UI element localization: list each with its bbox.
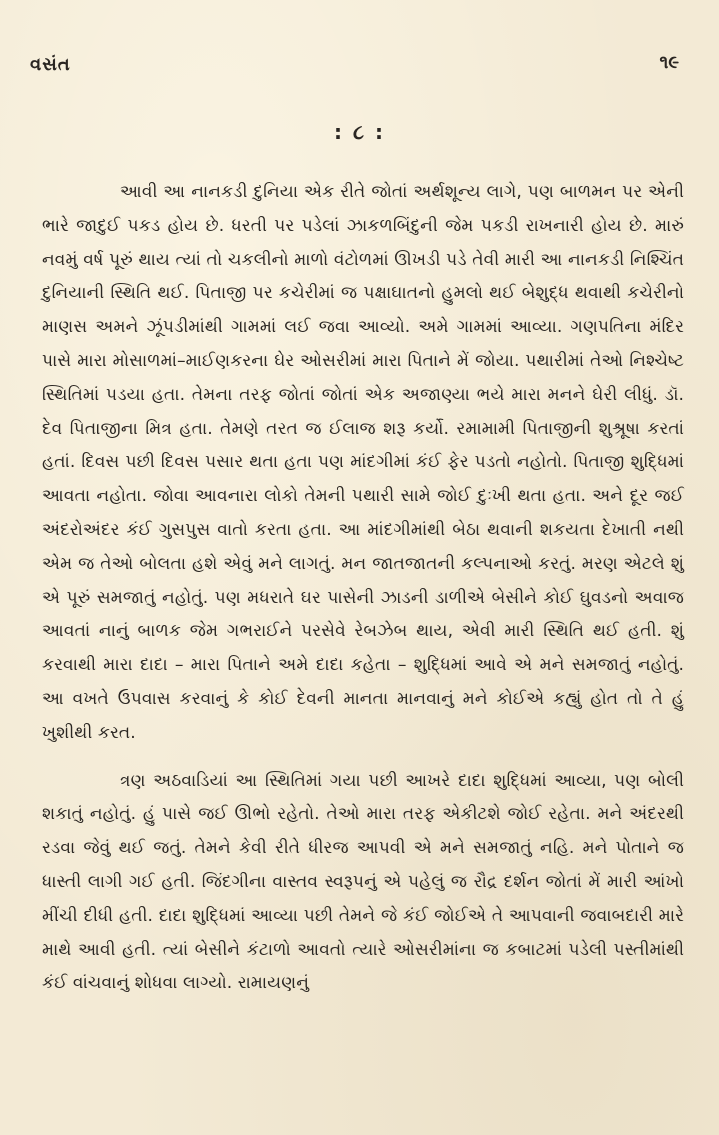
chapter-number: : ૮ : <box>334 120 385 144</box>
body-text <box>42 176 684 1001</box>
paragraph-1: આવી આ નાનકડી દુનિયા એક રીતે જોતાં અર્થશૂન્ય લાગે, પણ બાળમન પર એની ભારે જાદુઈ પકડ હોય છે. ધરતી પર પડેલાં ઝાકળબિંદુની જેમ પકડી રાખનારી હોય છે. મારું નવમું વર્ષ પૂરું થાય ત્યાં તો ચકલીનો માળો વંટોળમાં ઊખડી પડે તેવી મારી આ નાનકડી નિશ્ચિંત દુનિયાની સ્થિતિ થઈ. પિતાજી પર કચેરીમાં જ પક્ષાઘાતનો હુમલો થઈ બેશુદ્ધ થવાથી કચેરીનો માણસ અમને ઝૂંપડીમાંથી ગામમાં લઈ જવા આવ્યો. અમે ગામમાં આવ્યા. ગણપતિના મંદિર પાસે મારા મોસાળમાં–માઈણકરના ઘેર ઓસરીમાં મારા પિતાને મેં જોયા. પથારીમાં તેઓ નિશ્ચેષ્ટ સ્થિતિમાં પડયા હતા. તેમના તરફ જોતાં જોતાં એક અજાણ્યા ભયે મારા મનને ઘેરી લીધું. ડૉ. દેવ પિતાજીના મિત્ર હતા. તેમણે તરત જ ઈલાજ શરૂ કર્યો. રમામામી પિતાજીની શુશ્રૂષા કરતાં હતાં. દિવસ પછી દિવસ પસાર થતા હતા પણ માંદગીમાં કંઈ ફેર પડતો નહોતો. પિતાજી શુદ્ધિમાં આવતા નહોતા. જોવા આવનારા લોકો તેમની પથારી સામે જોઈ દુઃખી થતા હતા. અને દૂર જઈ અંદરોઅંદર કંઈ ગુસપુસ વાતો કરતા હતા. આ માંદગીમાંથી બેઠા થવાની શકયતા દેખાતી નથી એમ જ તેઓ બોલતા હશે એવું મને લાગતું. મન જાતજાતની કલ્પનાઓ કરતું. મરણ એટલે શું એ પૂરું સમજાતું નહોતું. પણ મધરાતે ઘર પાસેની ઝાડની ડાળીએ બેસીને કોઈ ઘુવડનો અવાજ આવતાં નાનું બાળક જેમ ગભરાઈને પરસેવે રેબઝેબ થાય, એવી મારી સ્થિતિ થઈ હતી. શું કરવાથી મારા દાદા – મારા પિતાને અમે દાદા કહેતા – શુદ્ધિમાં આવે એ મને સમજાતું નહોતું. આ વખતે ઉપવાસ કરવાનું કે કોઈ દેવની માનતા માનવાનું મને કોઈએ કહ્યું હોત તો તે હું ખુશીથી કરત. <box>42 182 684 743</box>
running-title: વસંત <box>30 54 71 75</box>
paragraph-2: ત્રણ અઠવાડિયાં આ સ્થિતિમાં ગયા પછી આખરે દાદા શુદ્ધિમાં આવ્યા, પણ બોલી શકાતું નહોતું. હું પાસે જઈ ઊભો રહેતો. તેઓ મારા તરફ એકીટશે જોઈ રહેતા. મને અંદરથી રડવા જેવું થઈ જતું. તેમને કેવી રીતે ધીરજ આપવી એ મને સમજાતું નહિ. મને પોતાને જ ધાસ્તી લાગી ગઈ હતી. જિંદગીના વાસ્તવ સ્વરૂપનું એ પહેલું જ રૌદ્ર દર્શન જોતાં મેં મારી આંખો મીંચી દીધી હતી. દાદા શુદ્ધિમાં આવ્યા પછી તેમને જે કંઈ જોઈએ તે આપવાની જવાબદારી મારે માથે આવી હતી. ત્યાં બેસીને કંટાળો આવતો ત્યારે ઓસરીમાંના જ કબાટમાં પડેલી પસ્તીમાંથી કંઈ વાંચવાનું શોધવા લાગ્યો. રામાયણનું <box>42 770 684 994</box>
page-number: ૧૯ <box>659 52 679 73</box>
